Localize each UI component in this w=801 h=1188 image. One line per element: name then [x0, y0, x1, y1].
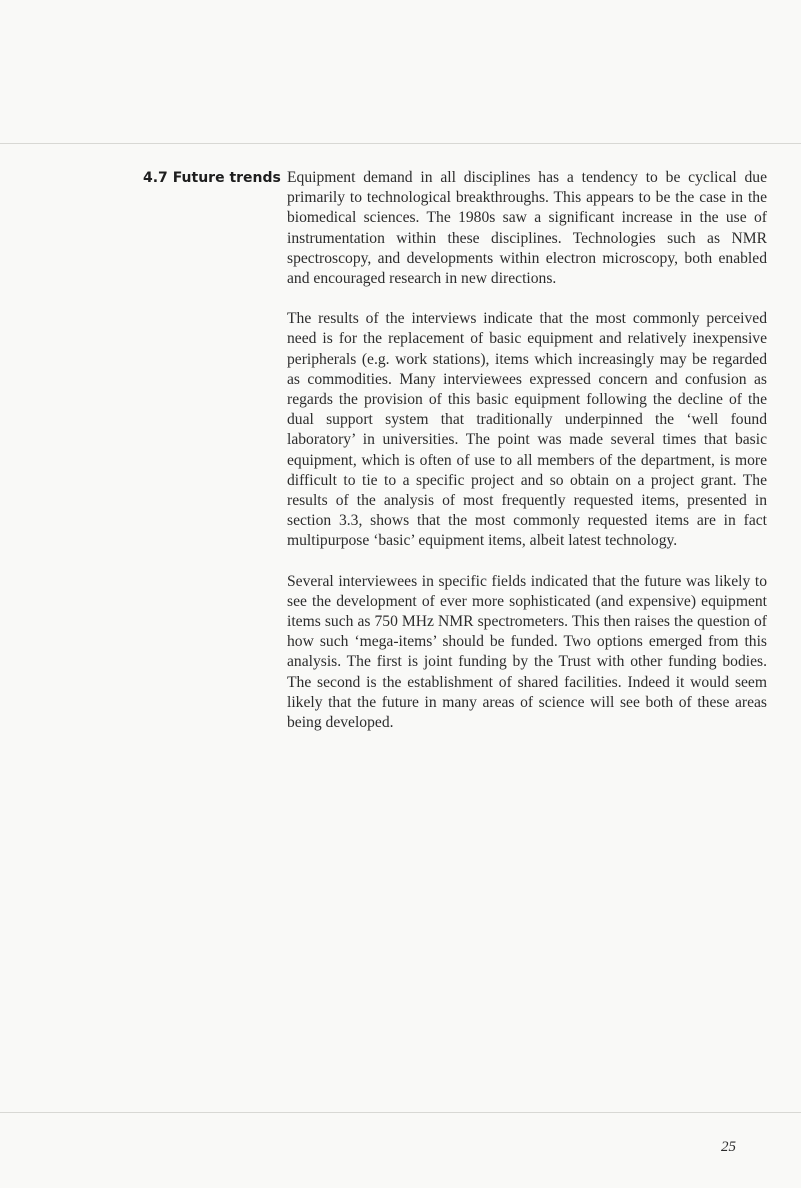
top-rule [0, 143, 801, 144]
section-heading [143, 168, 281, 188]
body-text [287, 168, 767, 753]
page-number: 25 [721, 1139, 736, 1155]
section-title: Future trends [172, 170, 281, 186]
paragraph-3: Several interviewees in specific fields indicated that the future was likely to see the development of ever more sophisticated (and expensive) equipment items such as 750 MHz NMR spectrometers. This then raises the question of how such ‘mega-items’ should be funded. Two options emerged from this analysis. The first is joint funding by the Trust with other funding bodies. The second is the establishment of shared facilities. Indeed it would seem likely that the future in many areas of science will see both of these areas being developed. [287, 572, 767, 732]
bottom-rule [0, 1112, 801, 1113]
paragraph-2: The results of the interviews indicate that the most commonly perceived need is for the replacement of basic equipment and relatively inexpensive peripherals (e.g. work stations), items which increasingly may be regarded as commodities. Many interviewees expressed concern and confusion as regards the provision of this basic equipment following the decline of the dual support system that traditionally underpinned the ‘well found laboratory’ in universities. The point was made several times that basic equipment, which is often of use to all members of the department, is more difficult to tie to a specific project and so obtain on a project grant. The results of the analysis of most frequently requested items, presented in section 3.3, shows that the most commonly requested items are in fact multipurpose ‘basic’ equipment items, albeit latest technology. [287, 310, 767, 550]
paragraph-1: Equipment demand in all disciplines has a tendency to be cyclical due primarily to technological breakthroughs. This appears to be the case in the biomedical sciences. The 1980s saw a significant increase in the use of instrumentation within these disciplines. Technologies such as NMR spectroscopy, and developments within electron microscopy, both enabled and encouraged research in new directions. [287, 169, 767, 288]
section-number: 4.7 [143, 170, 168, 186]
